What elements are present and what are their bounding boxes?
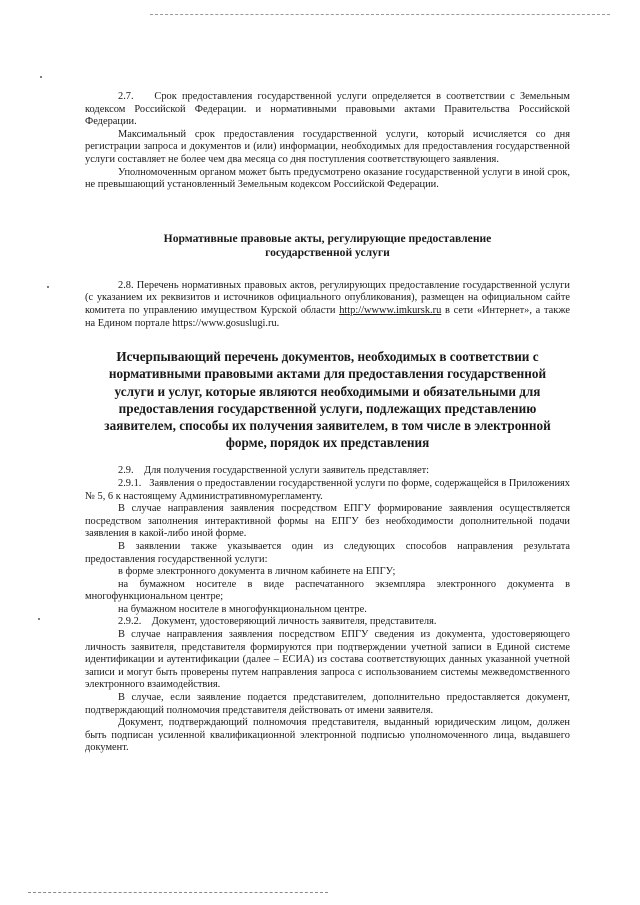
result-method-paper: на бумажном носителе в многофункциональном центре. — [118, 603, 367, 615]
heading-documents-line-6: форме, порядок их представления — [225, 435, 430, 451]
paragraph-representative: В случае, если заявление подается представителем, дополнительно предоставляется документ, подтверждающий полномочия представителя действовать от имени заявителя. — [85, 692, 570, 716]
paragraph-result-methods: В заявлении также указывается один из следующих способов направления результата предоставления государственной услуги: — [85, 540, 570, 565]
scan-speck — [38, 618, 40, 620]
paragraph-2-8 — [85, 280, 570, 330]
scan-speck — [47, 286, 49, 288]
heading-documents-line-2: нормативными правовыми актами для предоставления государственной — [108, 366, 547, 382]
heading-normative-acts-line-1: Нормативные правовые акты, регулирующие предоставление — [163, 231, 492, 245]
scan-artifact-bottom-line — [28, 892, 328, 893]
heading-normative-acts-line-2: государственной услуги — [265, 245, 390, 259]
heading-documents-line-4: предоставления государственной услуги, подлежащих представлению — [118, 400, 537, 416]
paragraph-max-term: Максимальный срок предоставления государственной услуги, который исчисляется со дня регистрации запроса и документов и (или) информации, необходимых для предоставления государственной услуги составляет не более чем два месяца со дня поступления соответствующего заявления. — [85, 128, 570, 165]
paragraph-esia: В случае направления заявления посредством ЕПГУ сведения из документа, удостоверяющего личность заявителя, представителя формируются при подтверждении учетной записи в Единой системе идентификации и аутентификации (далее – ЕСИА) из состава соответствующих данных указанной учетной записи и могут быть проверены путем направления запроса с использованием системы межведомственного электронного взаимодействия. — [85, 629, 570, 691]
paragraph-authorized-body: Уполномоченным органом может быть предусмотрено оказание государственной услуги в иной срок, не превышающий установленный Земельным кодексом Российской Федерации. — [85, 166, 570, 191]
result-method-printed-copy: на бумажном носителе в виде распечатанного экземпляра электронного документа в многофункциональном центре; — [85, 578, 570, 603]
result-method-electronic: в форме электронного документа в личном кабинете на ЕПГУ; — [118, 566, 396, 578]
paragraph-2-9-1: 2.9.1. Заявления о предоставлении государственной услуги по форме, содержащейся в Приложениях № 5, 6 к настоящему Административномурегламенту. — [85, 477, 570, 502]
paragraph-legal-entity-signature: Документ, подтверждающий полномочия представителя, выданный юридическим лицом, должен быть подписан усиленной квалификационной электронной подписью уполномоченного лица, выдавшего документ. — [85, 717, 570, 754]
paragraph-2-8-text-start: 2.8. Перечень нормативных правовых актов, регулирующих предоставление государственной услуги (с указанием их реквизитов и источников официального опубликования), размещен на официальном сайте комитета по управлению имуществом Курской области — [85, 279, 570, 316]
heading-documents-line-5: заявителем, способы их получения заявителем, в том числе в электронной — [104, 417, 551, 433]
committee-website-link[interactable]: http://wwww.imkursk.ru — [339, 304, 442, 316]
paragraph-2-7: 2.7. Срок предоставления государственной услуги определяется в соответствии с Земельным кодексом Российской Федерации. и нормативными правовыми актами Правительства Российской Федерации. — [85, 91, 570, 128]
heading-documents-line-3: услуги и услуг, которые являются необходимыми и обязательными для — [114, 383, 541, 399]
scan-artifact-top-line — [150, 14, 610, 15]
paragraph-epgu-application: В случае направления заявления посредством ЕПГУ формирование заявления осуществляется посредством заполнения интерактивной формы на ЕПГУ без необходимости дополнительной подачи заявления в какой-либо иной форме. — [85, 503, 570, 540]
scan-speck — [40, 76, 42, 78]
document-page — [85, 91, 570, 755]
paragraph-2-8-text-end: в сети «Интернет», а также на Едином портале https://www.gosuslugi.ru. — [85, 304, 570, 329]
paragraph-2-9-2: 2.9.2. Документ, удостоверяющий личность заявителя, представителя. — [118, 616, 437, 628]
heading-documents-line-1: Исчерпывающий перечень документов, необходимых в соответствии с — [116, 349, 539, 365]
paragraph-2-9: 2.9. Для получения государственной услуги заявитель представляет: — [118, 465, 430, 477]
